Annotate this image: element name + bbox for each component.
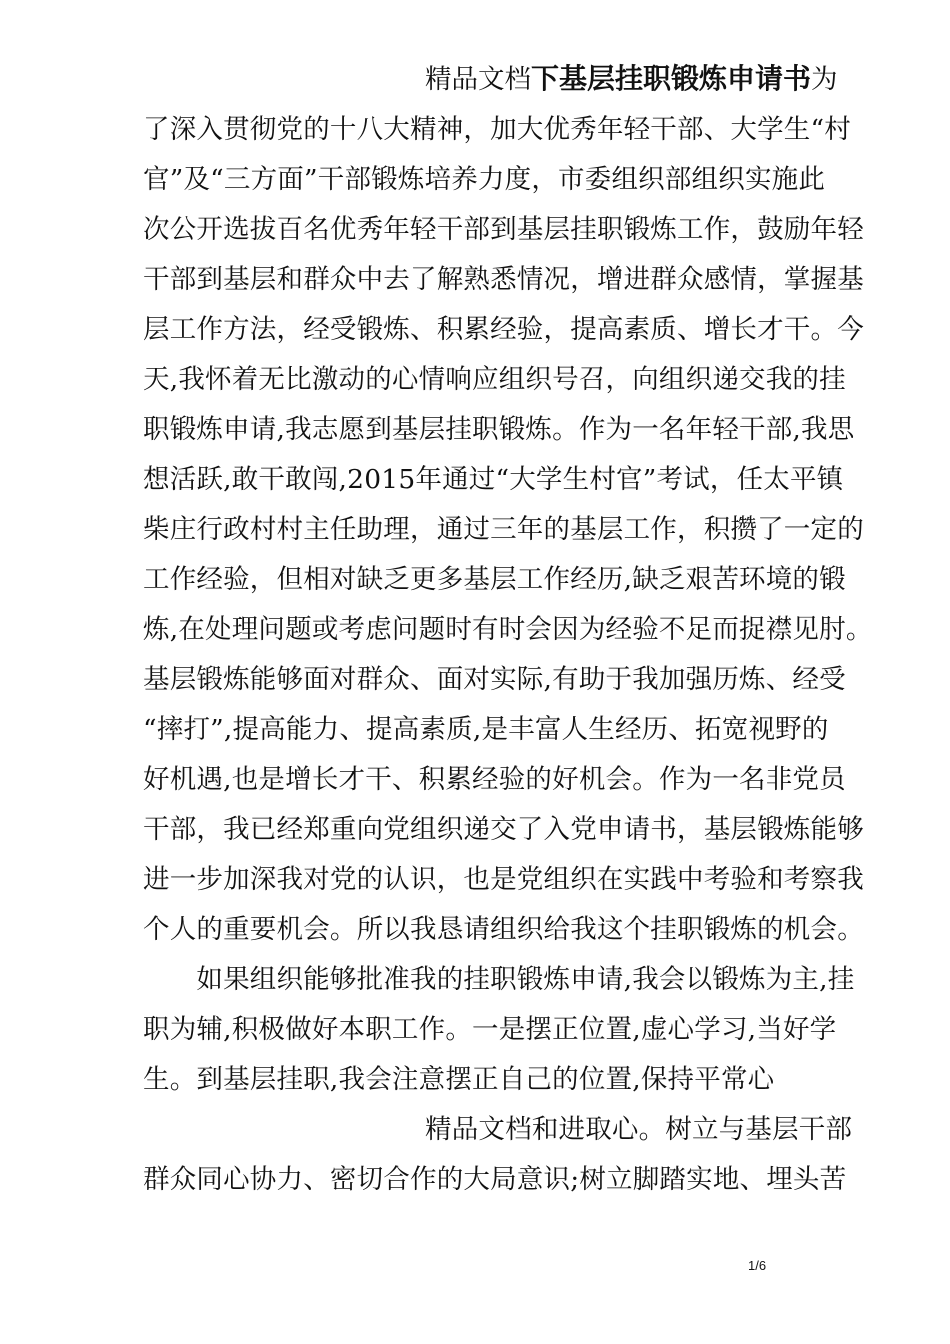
header-line [425,62,838,97]
body-line: 好机遇,也是增长才干、积累经验的好机会。作为一名非党员 [143,764,846,795]
body-line: 群众同心协力、密切合作的大局意识;树立脚踏实地、埋头苦 [143,1164,847,1195]
body-line: 个人的重要机会。所以我恳请组织给我这个挂职锻炼的机会。 [143,914,864,945]
body-line: 层工作方法，经受锻炼、积累经验，提高素质、增长才干。今 [143,314,864,345]
body-line: 进一步加深我对党的认识，也是党组织在实践中考验和考察我 [143,864,864,895]
continuation-line [425,1113,852,1147]
body-line: 职为辅,积极做好本职工作。一是摆正位置,虚心学习,当好学 [143,1014,837,1045]
page-number: 1/6 [748,1258,767,1273]
body-line: 干部到基层和群众中去了解熟悉情况，增进群众感情，掌握基 [143,264,864,295]
body-line: 天,我怀着无比激动的心情响应组织号召，向组织递交我的挂 [143,364,846,395]
watermark-text: 精品文档 [425,64,531,95]
body-line: 如果组织能够批准我的挂职锻炼申请,我会以锻炼为主,挂 [143,964,855,995]
body-line: 生。到基层挂职,我会注意摆正自己的位置,保持平常心 [143,1064,775,1095]
body-line: 柴庄行政村村主任助理，通过三年的基层工作，积攒了一定的 [143,514,864,545]
body-line: 基层锻炼能够面对群众、面对实际,有助于我加强历炼、经受 [143,664,846,695]
body-line: 官”及“三方面”干部锻炼培养力度，市委组织部组织实施此 [143,164,826,195]
body-line: 工作经验，但相对缺乏更多基层工作经历,缺乏艰苦环境的锻 [143,564,846,595]
continuation-text: 和进取心。树立与基层干部 [531,1114,853,1145]
header-tail-text: 为 [811,64,838,95]
body-line: 了深入贯彻党的十八大精神，加大优秀年轻干部、大学生“村 [143,114,851,145]
body-line: “摔打”,提高能力、提高素质,是丰富人生经历、拓宽视野的 [143,714,829,745]
document-title: 下基层挂职锻炼申请书 [531,62,812,95]
body-line: 炼,在处理问题或考虑问题时有时会因为经验不足而捉襟见肘。 [143,614,873,645]
body-line: 职锻炼申请,我志愿到基层挂职锻炼。作为一名年轻干部,我思 [143,414,855,445]
body-line: 次公开选拔百名优秀年轻干部到基层挂职锻炼工作，鼓励年轻 [143,214,864,245]
body-line: 干部，我已经郑重向党组织递交了入党申请书，基层锻炼能够 [143,814,864,845]
watermark-text: 精品文档 [425,1114,532,1145]
body-line: 想活跃,敢干敢闯,2015年通过“大学生村官”考试，任太平镇 [143,464,844,495]
